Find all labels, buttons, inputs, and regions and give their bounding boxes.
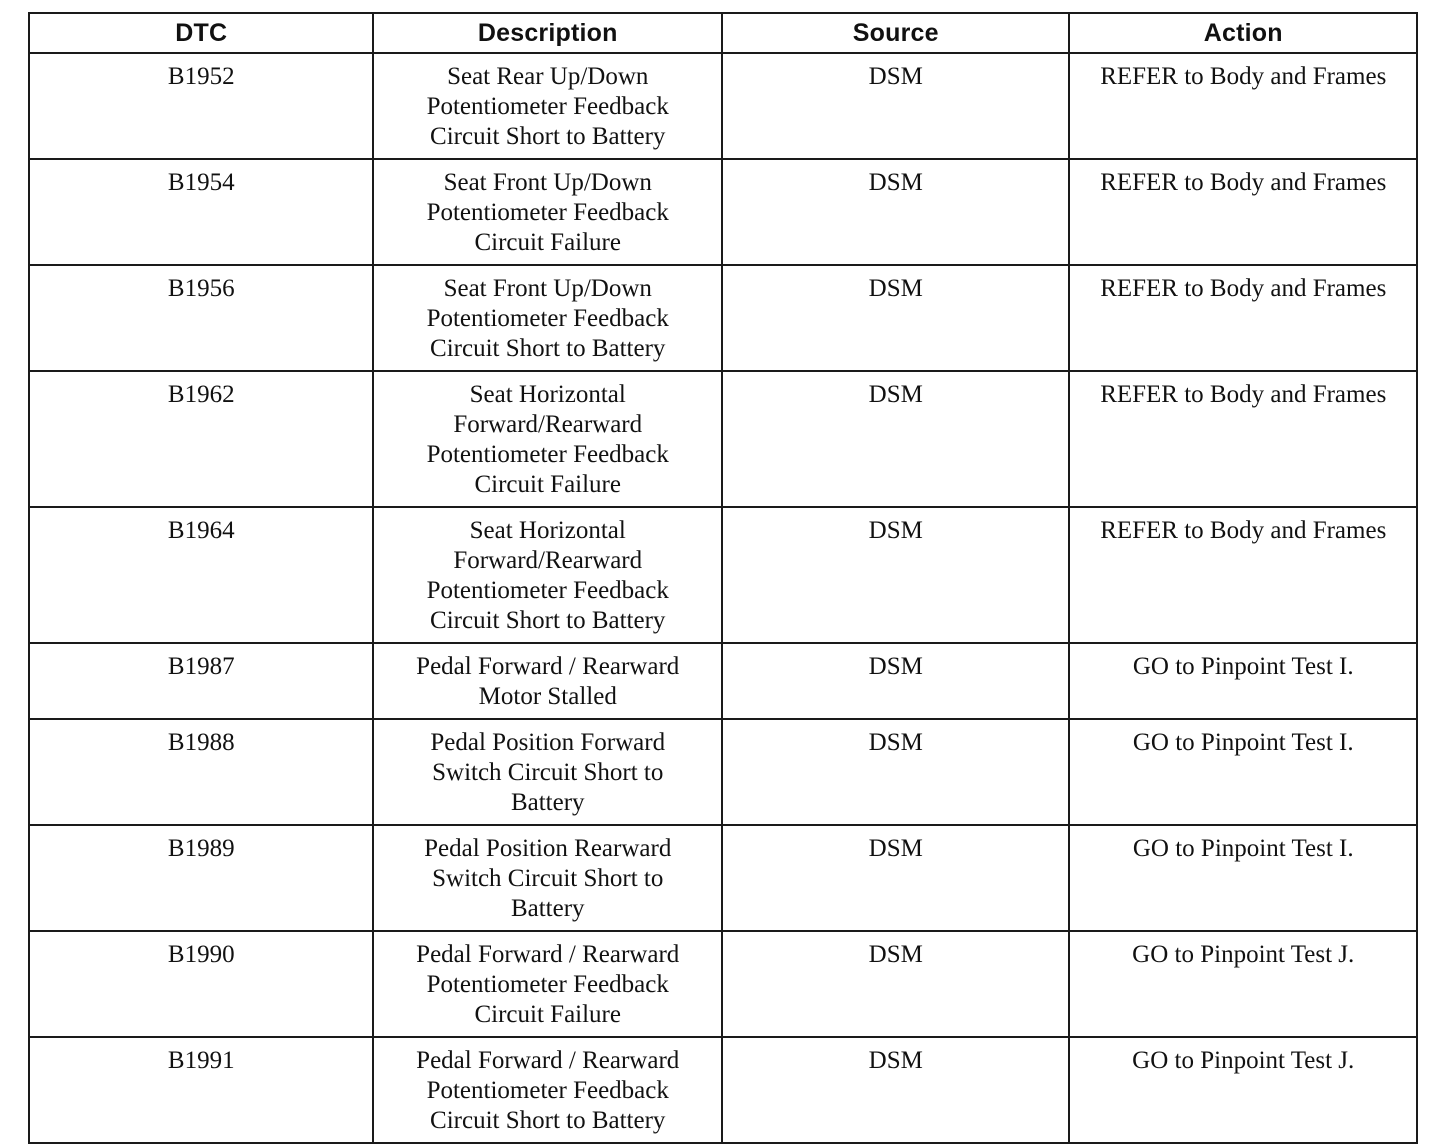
table-row [29,825,1417,931]
action-cell: GO to Pinpoint Test J. [1069,931,1417,1037]
action-cell: GO to Pinpoint Test I. [1069,825,1417,931]
dtc-code-cell: B1987 [29,643,373,719]
dtc-code-cell: B1990 [29,931,373,1037]
table-header [29,13,1417,53]
source-cell: DSM [722,643,1070,719]
dtc-code-cell: B1956 [29,265,373,371]
action-cell: REFER to Body and Frames [1069,53,1417,159]
action-cell: REFER to Body and Frames [1069,371,1417,507]
table-row [29,643,1417,719]
dtc-code-cell: B1991 [29,1037,373,1143]
description-cell [373,719,722,825]
source-cell: DSM [722,931,1070,1037]
table-row [29,265,1417,371]
dtc-code-cell: B1988 [29,719,373,825]
description-line: Circuit Short to Battery [430,607,666,634]
source-cell: DSM [722,825,1070,931]
description-line: Forward/Rearward [453,411,643,438]
table-row [29,159,1417,265]
table-row [29,507,1417,643]
table-body [29,53,1417,1143]
description-line: Pedal Forward / Rearward [416,1047,680,1074]
description-line: Circuit Short to Battery [430,123,666,150]
header-dtc: DTC [29,13,373,53]
source-cell: DSM [722,507,1070,643]
source-cell: DSM [722,719,1070,825]
description-line: Potentiometer Feedback [426,971,669,998]
source-cell: DSM [722,159,1070,265]
description-cell [373,371,722,507]
source-cell: DSM [722,371,1070,507]
description-line: Circuit Short to Battery [430,335,666,362]
header-description: Description [373,13,722,53]
source-cell: DSM [722,1037,1070,1143]
description-line: Switch Circuit Short to [432,865,664,892]
description-line: Forward/Rearward [453,547,643,574]
source-cell: DSM [722,53,1070,159]
description-cell [373,53,722,159]
description-line: Potentiometer Feedback [426,577,669,604]
dtc-code-cell: B1989 [29,825,373,931]
table-row [29,1037,1417,1143]
description-line: Circuit Failure [474,1001,621,1028]
description-line: Potentiometer Feedback [426,199,669,226]
action-cell: GO to Pinpoint Test J. [1069,1037,1417,1143]
dtc-code-cell: B1954 [29,159,373,265]
description-line: Circuit Short to Battery [430,1107,666,1134]
description-line: Pedal Forward / Rearward [416,941,680,968]
description-cell [373,931,722,1037]
description-cell [373,1037,722,1143]
dtc-table [28,12,1418,1144]
source-cell: DSM [722,265,1070,371]
description-line: Seat Horizontal [469,381,626,408]
description-line: Potentiometer Feedback [426,1077,669,1104]
description-line: Seat Rear Up/Down [447,63,649,90]
header-row [29,13,1417,53]
description-line: Pedal Position Forward [430,729,666,756]
action-cell: REFER to Body and Frames [1069,265,1417,371]
description-line: Potentiometer Feedback [426,93,669,120]
table-row [29,371,1417,507]
description-cell [373,643,722,719]
header-source: Source [722,13,1070,53]
description-cell [373,507,722,643]
dtc-code-cell: B1964 [29,507,373,643]
action-cell: GO to Pinpoint Test I. [1069,643,1417,719]
description-line: Pedal Position Rearward [424,835,672,862]
description-line: Seat Front Up/Down [443,275,652,302]
description-cell [373,825,722,931]
action-cell: REFER to Body and Frames [1069,159,1417,265]
description-line: Potentiometer Feedback [426,305,669,332]
table-row [29,719,1417,825]
description-line: Motor Stalled [478,683,617,710]
description-line: Battery [510,895,585,922]
description-line: Circuit Failure [474,471,621,498]
table-row [29,931,1417,1037]
description-line: Potentiometer Feedback [426,441,669,468]
table-row [29,53,1417,159]
description-line: Switch Circuit Short to [432,759,664,786]
dtc-code-cell: B1962 [29,371,373,507]
description-line: Battery [510,789,585,816]
action-cell: GO to Pinpoint Test I. [1069,719,1417,825]
action-cell: REFER to Body and Frames [1069,507,1417,643]
description-line: Seat Front Up/Down [443,169,652,196]
description-line: Pedal Forward / Rearward [416,653,680,680]
description-line: Seat Horizontal [469,517,626,544]
description-line: Circuit Failure [474,229,621,256]
description-cell [373,265,722,371]
dtc-code-cell: B1952 [29,53,373,159]
description-cell [373,159,722,265]
header-action: Action [1069,13,1417,53]
